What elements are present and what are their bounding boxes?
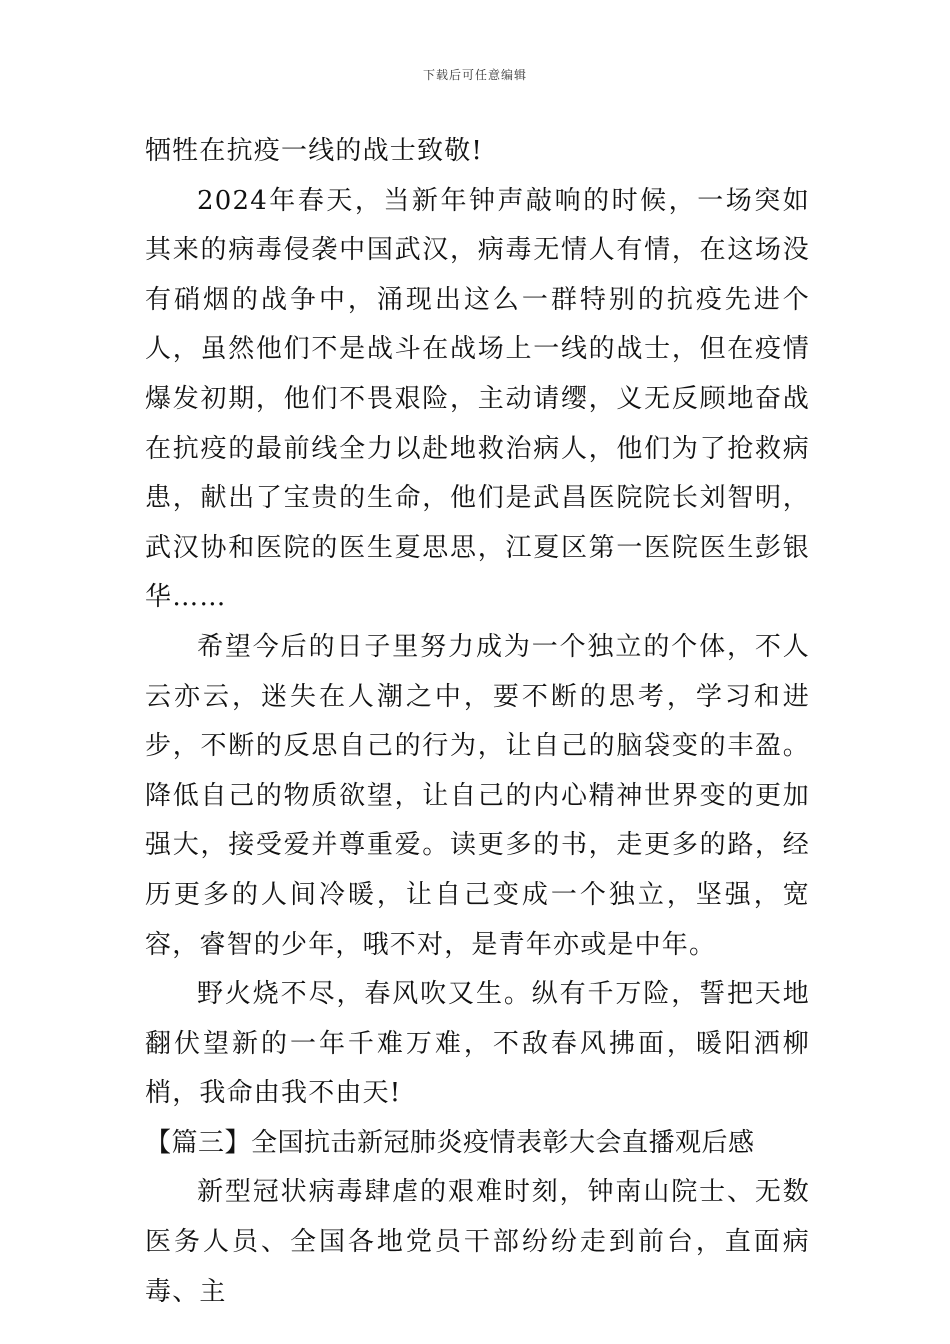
paragraph-covid: 新型冠状病毒肆虐的艰难时刻，钟南山院士、无数医务人员、全国各地党员干部纷纷走到前台，直面病毒、主: [145, 1177, 810, 1307]
document-body: [145, 127, 810, 1317]
paragraph-continuation: 牺牲在抗疫一线的战士致敬!: [145, 136, 484, 166]
paragraph-hope: 希望今后的日子里努力成为一个独立的个体，不人云亦云，迷失在人潮之中，要不断的思考，学习和进步，不断的反思自己的行为，让自己的脑袋变的丰盈。降低自己的物质欲望，让自己的内心精神世界变的更加强大，接受爱并尊重爱。读更多的书，走更多的路，经历更多的人间冷暖，让自己变成一个独立，坚强，宽容，睿智的少年，哦不对，是青年亦或是中年。: [145, 631, 810, 960]
paragraph-wildfire: 野火烧不尽，春风吹又生。纵有千万险，誓把天地翻伏望新的一年千难万难，不敌春风拂面，暖阳洒柳梢，我命由我不由天!: [145, 979, 810, 1109]
section-heading: 【篇三】全国抗击新冠肺炎疫情表彰大会直播观后感: [145, 1127, 755, 1158]
paragraph-2024-spring: 2024年春天，当新年钟声敲响的时候，一场突如其来的病毒侵袭中国武汉，病毒无情人有情，在这场没有硝烟的战争中，涌现出这么一群特别的抗疫先进个人，虽然他们不是战斗在战场上一线的战士，但在疫情爆发初期，他们不畏艰险，主动请缨，义无反顾地奋战在抗疫的最前线全力以赴地救治病人，他们为了抢救病患，献出了宝贵的生命，他们是武昌医院院长刘智明，武汉协和医院的医生夏思思，江夏区第一医院医生彭银华……: [145, 185, 810, 613]
header-note: 下载后可任意编辑: [422, 68, 527, 82]
